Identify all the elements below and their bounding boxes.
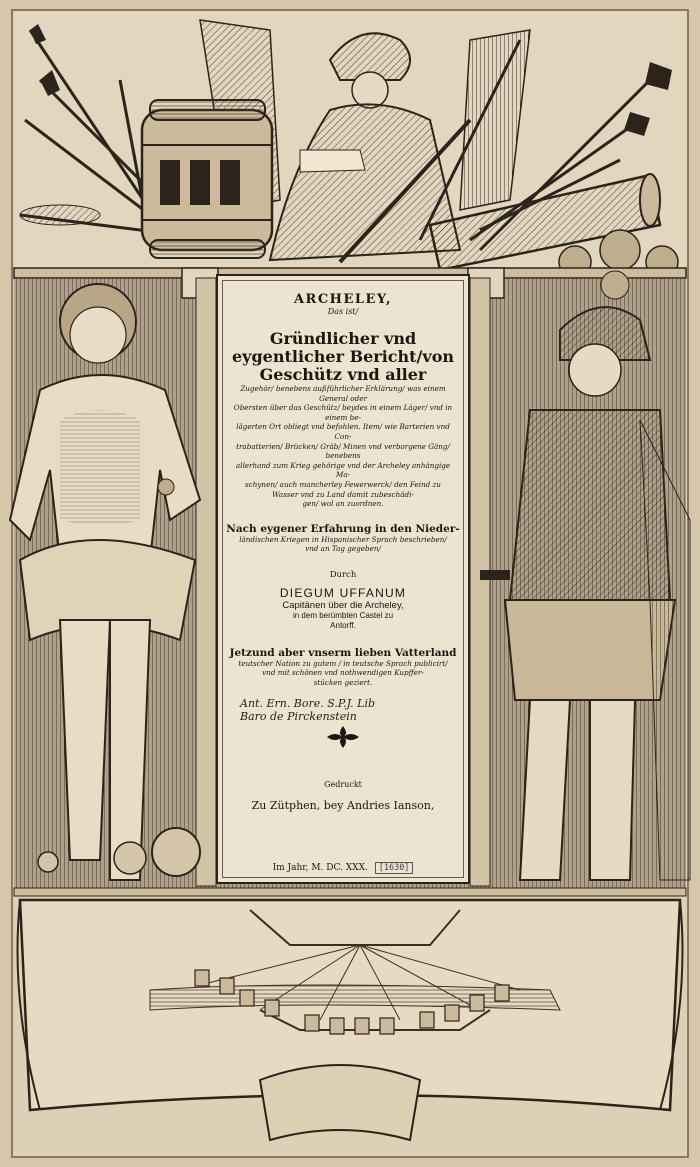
imprint-year-row	[218, 862, 468, 874]
author-title: Capitänen über die Archeley,	[282, 599, 404, 611]
author-place: in dem berümbten Castel zu	[292, 610, 394, 620]
translation-line: vnd mit schönen vnd nothwendigen Kupffer-	[262, 668, 424, 678]
ownership-inscription-line2: Baro de Pirckenstein	[240, 710, 357, 724]
durch-label: Durch	[329, 569, 357, 580]
main-title: Gründlicher vnd eygentlicher Bericht/von Geschütz vnd aller	[232, 329, 454, 384]
translation-line: stücken geziert.	[313, 677, 373, 687]
description-line: gen/ wol an zuordnen.	[302, 499, 384, 509]
description-line: trabatterien/ Brücken/ Gräb/ Minen vnd verborgene Gäng/ benebens	[236, 441, 450, 461]
experience-heading: Nach eygener Erfahrung in den Nieder-	[226, 522, 460, 535]
description-line: lägerten Ort obliegt vnd befohlen. Item/ wie Barterien vnd Con-	[236, 422, 450, 441]
year-stamp: [1630]	[375, 862, 414, 874]
gedruckt-label: Gedruckt	[324, 780, 362, 790]
description-line: allerhand zum Krieg gehörige vnd der Archeley anhängige Ma-	[235, 460, 451, 480]
translation-line: teutscher Nation zu gutem / in teutsche Sprach publicirt/	[238, 658, 448, 668]
description-text	[230, 384, 456, 509]
das-ist-label: Das ist/	[327, 307, 359, 316]
title-tablet	[216, 274, 470, 884]
ownership-inscription-line1: Ant. Ern. Bore. S.P.J. Lib	[240, 697, 375, 711]
fleuron-ornament-icon	[323, 724, 363, 750]
printer-imprint: Zu Zütphen, bey Andries Ianson,	[251, 799, 435, 813]
author-name: DIEGUM UFFANUM	[279, 585, 407, 600]
description-line: Wasser vnd zu Land damit zubeschädi-	[272, 489, 414, 499]
armillary-icon	[142, 100, 272, 258]
author-city: Antorff.	[330, 620, 356, 630]
experience-line: ländischen Kriegen in Hispanischer Sprach beschrieben/	[239, 534, 447, 544]
description-line: Zugehör/ benebens außführlicher Erklärung/ was einem General oder	[240, 384, 446, 403]
translation-heading: Jetzund aber vnserm lieben Vatterland	[229, 646, 457, 659]
description-line: Obersten über das Geschütz/ beydes in einem Läger/ vnd in einem be-	[233, 403, 453, 422]
imprint-year: Im Jahr, M. DC. XXX.	[272, 863, 368, 873]
book-title: ARCHELEY,	[293, 292, 393, 307]
description-line: schynen/ auch mancherley Fewerwerck/ den Feind zu	[245, 479, 441, 489]
experience-line: vnd an Tag gegeben/	[305, 544, 381, 554]
